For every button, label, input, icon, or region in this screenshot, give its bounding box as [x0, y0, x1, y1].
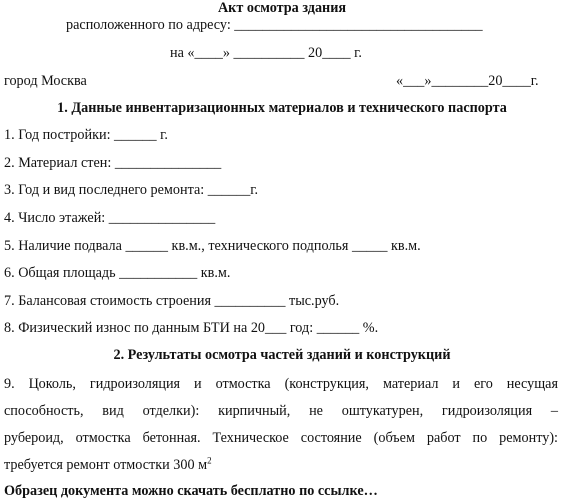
paragraph-line-last — [4, 457, 212, 474]
download-link[interactable]: Образец документа можно скачать бесплатно по ссылке… — [4, 483, 378, 499]
item-physical-wear: 8. Физический износ по данным БТИ на 20___ год: ______ %. — [4, 320, 379, 336]
section2-heading: 2. Результаты осмотра частей зданий и конструкций — [113, 347, 451, 363]
document-title: Акт осмотра здания — [217, 0, 347, 16]
paragraph-line: 9. Цоколь, гидроизоляция и отмостка (конструкция, материал и его несущая — [4, 376, 558, 392]
item-wall-material: 2. Материал стен: _______________ — [4, 155, 222, 171]
square-meter-superscript: 2 — [207, 455, 212, 466]
city-label: город Москва — [4, 73, 87, 89]
city-date-line: «___»________20____г. — [396, 73, 539, 89]
paragraph-line: рубероид, отмостка бетонная. Техническое состояние (объем работ по ремонту): — [4, 430, 558, 446]
item-total-area: 6. Общая площадь ___________ кв.м. — [4, 265, 231, 281]
item-year-built: 1. Год постройки: ______ г. — [4, 127, 168, 143]
item-book-value: 7. Балансовая стоимость строения __________ тыс.руб. — [4, 293, 340, 309]
paragraph-line: способность, вид отделки): кирпичный, не оштукатурен, гидроизоляция – — [4, 403, 558, 419]
inspection-date-line: на «____» __________ 20____ г. — [170, 45, 362, 61]
item-floor-count: 4. Число этажей: _______________ — [4, 210, 216, 226]
address-line: расположенного по адресу: ___________________________________ — [66, 17, 483, 33]
paragraph-text: требуется ремонт отмостки 300 м — [4, 457, 208, 473]
item-basement: 5. Наличие подвала ______ кв.м., технического подполья _____ кв.м. — [4, 238, 421, 254]
item-last-repair: 3. Год и вид последнего ремонта: ______г. — [4, 182, 259, 198]
section1-heading: 1. Данные инвентаризационных материалов и технического паспорта — [57, 100, 507, 116]
